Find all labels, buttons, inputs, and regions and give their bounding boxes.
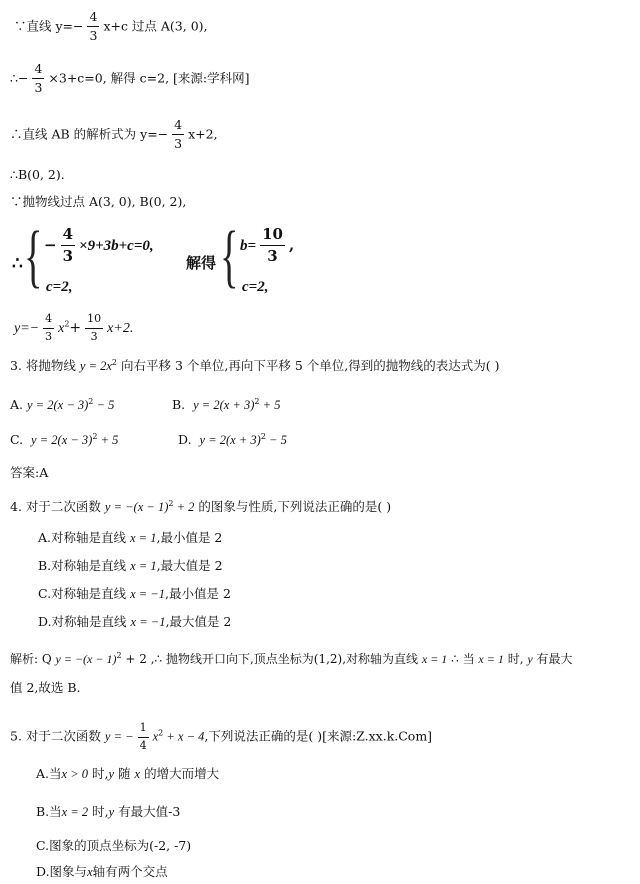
q5-stem-b: ,下列说法正确的是( )[来源:Z.xx.k.Com] xyxy=(204,728,433,744)
q4-option-d xyxy=(38,616,231,629)
q5-b-expr: x = 2 xyxy=(61,805,89,819)
q5-e1: y = − xyxy=(104,729,134,744)
q4-sol-a: 解析: Q xyxy=(10,652,52,666)
line-2 xyxy=(10,62,249,96)
res-n2: 10 xyxy=(85,313,103,329)
q4-d-tail: ,最大值是 2 xyxy=(165,614,232,629)
q5-e3: + x − 4 xyxy=(163,729,205,744)
q4-a-tail: ,最小值是 2 xyxy=(156,530,223,545)
q5-a-x: x xyxy=(134,767,141,781)
l2-fraction xyxy=(32,62,44,96)
q3-answer: 答案:A xyxy=(10,465,49,480)
q4-d-text: D.对称轴是直线 xyxy=(38,614,127,629)
q4-sol-e2: x = 1 xyxy=(478,652,504,666)
q4-sol-b: + 2 ,∴ 抛物线开口向下,顶点坐标为(1,2),对称轴为直线 xyxy=(121,652,419,666)
q4-d-expr: x = −1 xyxy=(130,615,166,629)
r1-fraction xyxy=(61,226,75,266)
res-d1: 3 xyxy=(45,329,53,343)
res-a: y=− xyxy=(14,321,40,337)
line-4: ∴B(0, 2). xyxy=(10,167,65,182)
q4-sol-expr: y = −(x − 1) xyxy=(55,652,117,666)
q5-b-y: y xyxy=(108,805,115,819)
q4-b-expr: x = 1 xyxy=(130,559,157,573)
q3-stem xyxy=(10,359,499,373)
q3-c-tail: + 5 xyxy=(97,433,119,448)
q4-stem xyxy=(10,500,391,514)
l1-den: 3 xyxy=(89,28,98,44)
q3-option-b xyxy=(172,398,280,412)
q4-sol-c: x = 1 xyxy=(421,652,448,666)
q5-a-expr: x > 0 xyxy=(61,767,88,781)
q5-option-c: C.图象的顶点坐标为(-2, -7) xyxy=(36,838,192,853)
q3-stem-a: 3. 将抛物线 xyxy=(10,358,76,374)
equation-system xyxy=(12,218,312,304)
s1-comma: , xyxy=(288,235,295,254)
q5-a-g: 的增大而增大 xyxy=(144,766,220,781)
q4-solution-line-2: 值 2,故选 B. xyxy=(10,680,81,695)
l2-text-b: ×3+c=0, 解得 c=2, [来源:学科网] xyxy=(48,70,250,86)
q5-d-tail: 轴有两个交点 xyxy=(92,864,168,879)
q4-sup: 2 xyxy=(168,499,174,508)
q3-option-c xyxy=(10,433,118,447)
res-d2: 3 xyxy=(90,329,98,343)
q3-expr: y = 2x xyxy=(79,359,112,374)
line-3 xyxy=(10,118,218,152)
r1-den: 3 xyxy=(62,247,74,266)
q4-option-c xyxy=(38,588,231,601)
line-5: ∵抛物线过点 A(3, 0), B(0, 2), xyxy=(10,194,187,209)
q3-d-expr: y = 2(x + 3) xyxy=(199,433,261,448)
q3-stem-b: 向右平移 3 个单位,再向下平移 5 个单位,得到的抛物线的表达式为( ) xyxy=(121,358,500,374)
q4-stem-a: 4. 对于二次函数 xyxy=(10,499,101,515)
r1-rest: ×9+3b+c=0, xyxy=(79,237,154,254)
l1-text-b: x+c 过点 A(3, 0), xyxy=(103,18,208,34)
q4-option-a xyxy=(38,532,222,545)
q5-b-text: B.当 xyxy=(36,804,62,819)
q5-stem-a: 5. 对于二次函数 xyxy=(10,728,101,744)
q3-option-a xyxy=(10,398,114,412)
q5-option-b xyxy=(36,806,180,819)
q4-b-tail: ,最大值是 2 xyxy=(156,558,223,573)
q4-c-text: C.对称轴是直线 xyxy=(38,586,127,601)
system-row-1 xyxy=(44,226,154,266)
res-sup: 2 xyxy=(64,319,70,329)
q4-sol-h: 有最大 xyxy=(536,652,573,666)
q5-fraction xyxy=(138,722,149,752)
q4-expr2: + 2 xyxy=(173,500,195,515)
q4-solution xyxy=(10,652,573,665)
q5-b-b: 时, xyxy=(92,804,109,819)
s1-den: 3 xyxy=(267,247,278,266)
q4-sol-f: 时, xyxy=(507,652,524,666)
res-n1: 4 xyxy=(43,313,54,329)
q4-stem-b: 的图象与性质,下列说法正确的是( ) xyxy=(198,499,392,515)
q4-a-text: A.对称轴是直线 xyxy=(38,530,127,545)
q3-sup: 2 xyxy=(111,358,118,367)
q4-a-expr: x = 1 xyxy=(130,531,157,545)
system-row-2: c=2, xyxy=(46,279,73,295)
q3-c-label: C. xyxy=(10,432,24,448)
line-1 xyxy=(14,10,208,44)
q3-d-label: D. xyxy=(178,432,192,448)
q5-a-y: y xyxy=(108,767,115,781)
q4-c-tail: ,最小值是 2 xyxy=(165,586,231,601)
s1-fraction xyxy=(260,226,285,266)
q3-a-label: A. xyxy=(10,397,24,413)
q5-stem xyxy=(10,722,432,752)
q4-c-expr: x = −1 xyxy=(130,587,165,601)
q3-b-tail: + 5 xyxy=(259,398,281,413)
q5-b-d: 有最大值-3 xyxy=(118,804,181,819)
res-frac-1 xyxy=(43,313,54,343)
q5-den: 4 xyxy=(139,738,147,752)
q5-option-d xyxy=(36,866,168,879)
q5-d-text: D.图象与 xyxy=(36,864,88,879)
q5-num: 1 xyxy=(138,722,149,738)
l2-den: 3 xyxy=(34,80,43,96)
q5-a-d: 随 xyxy=(118,766,131,781)
q3-c-sup: 2 xyxy=(92,432,98,441)
result-equation xyxy=(14,313,133,343)
q5-d-x: x xyxy=(87,865,93,879)
q5-a-b: 时, xyxy=(91,766,109,781)
right-brace: { xyxy=(220,218,239,295)
solve-label: 解得 xyxy=(186,254,217,272)
l3-num: 4 xyxy=(172,118,184,135)
q4-option-b xyxy=(38,560,223,573)
l3-text-a: ∴直线 AB 的解析式为 y=− xyxy=(10,126,169,142)
res-x: x xyxy=(58,321,65,337)
r1-minus: − xyxy=(44,235,57,254)
res-tail: x+2. xyxy=(107,321,134,337)
left-brace: { xyxy=(24,218,43,295)
q3-d-tail: − 5 xyxy=(265,433,287,448)
q5-option-a xyxy=(36,768,219,781)
q3-b-expr: y = 2(x + 3) xyxy=(193,398,255,413)
q3-a-expr: y = 2(x − 3) xyxy=(27,398,89,413)
q5-sup: 2 xyxy=(158,728,164,738)
s1-b: b= xyxy=(240,237,257,254)
q5-a-text: A.当 xyxy=(36,766,62,781)
q4-sol-g: y xyxy=(527,652,533,666)
solution-row-2: c=2, xyxy=(242,279,269,295)
q3-a-tail: − 5 xyxy=(93,398,115,413)
q3-b-label: B. xyxy=(172,397,186,413)
q4-b-text: B.对称轴是直线 xyxy=(38,558,127,573)
q4-sol-d: ∴ 当 xyxy=(451,652,475,666)
l1-num: 4 xyxy=(87,10,99,27)
l2-num: 4 xyxy=(32,62,44,79)
s1-num: 10 xyxy=(260,226,285,246)
q3-b-sup: 2 xyxy=(254,397,260,406)
q3-a-sup: 2 xyxy=(88,397,94,406)
system-therefore: ∴ xyxy=(12,254,23,274)
q4-sol-sup: 2 xyxy=(116,651,122,660)
l1-fraction xyxy=(87,10,99,44)
l3-text-b: x+2, xyxy=(188,126,218,142)
l2-text-a: ∴− xyxy=(10,70,29,86)
q3-option-d xyxy=(178,433,287,447)
res-frac-2 xyxy=(85,313,103,343)
l3-den: 3 xyxy=(174,136,183,152)
l3-fraction xyxy=(172,118,184,152)
l1-text-a: ∵直线 y=− xyxy=(14,18,84,34)
q3-c-expr: y = 2(x − 3) xyxy=(31,433,93,448)
solution-row-1 xyxy=(240,226,294,266)
q4-expr: y = −(x − 1) xyxy=(104,500,169,515)
res-plus: + xyxy=(69,320,82,337)
r1-num: 4 xyxy=(61,226,75,246)
q3-d-sup: 2 xyxy=(260,432,266,441)
q5-e2: x xyxy=(152,729,159,744)
